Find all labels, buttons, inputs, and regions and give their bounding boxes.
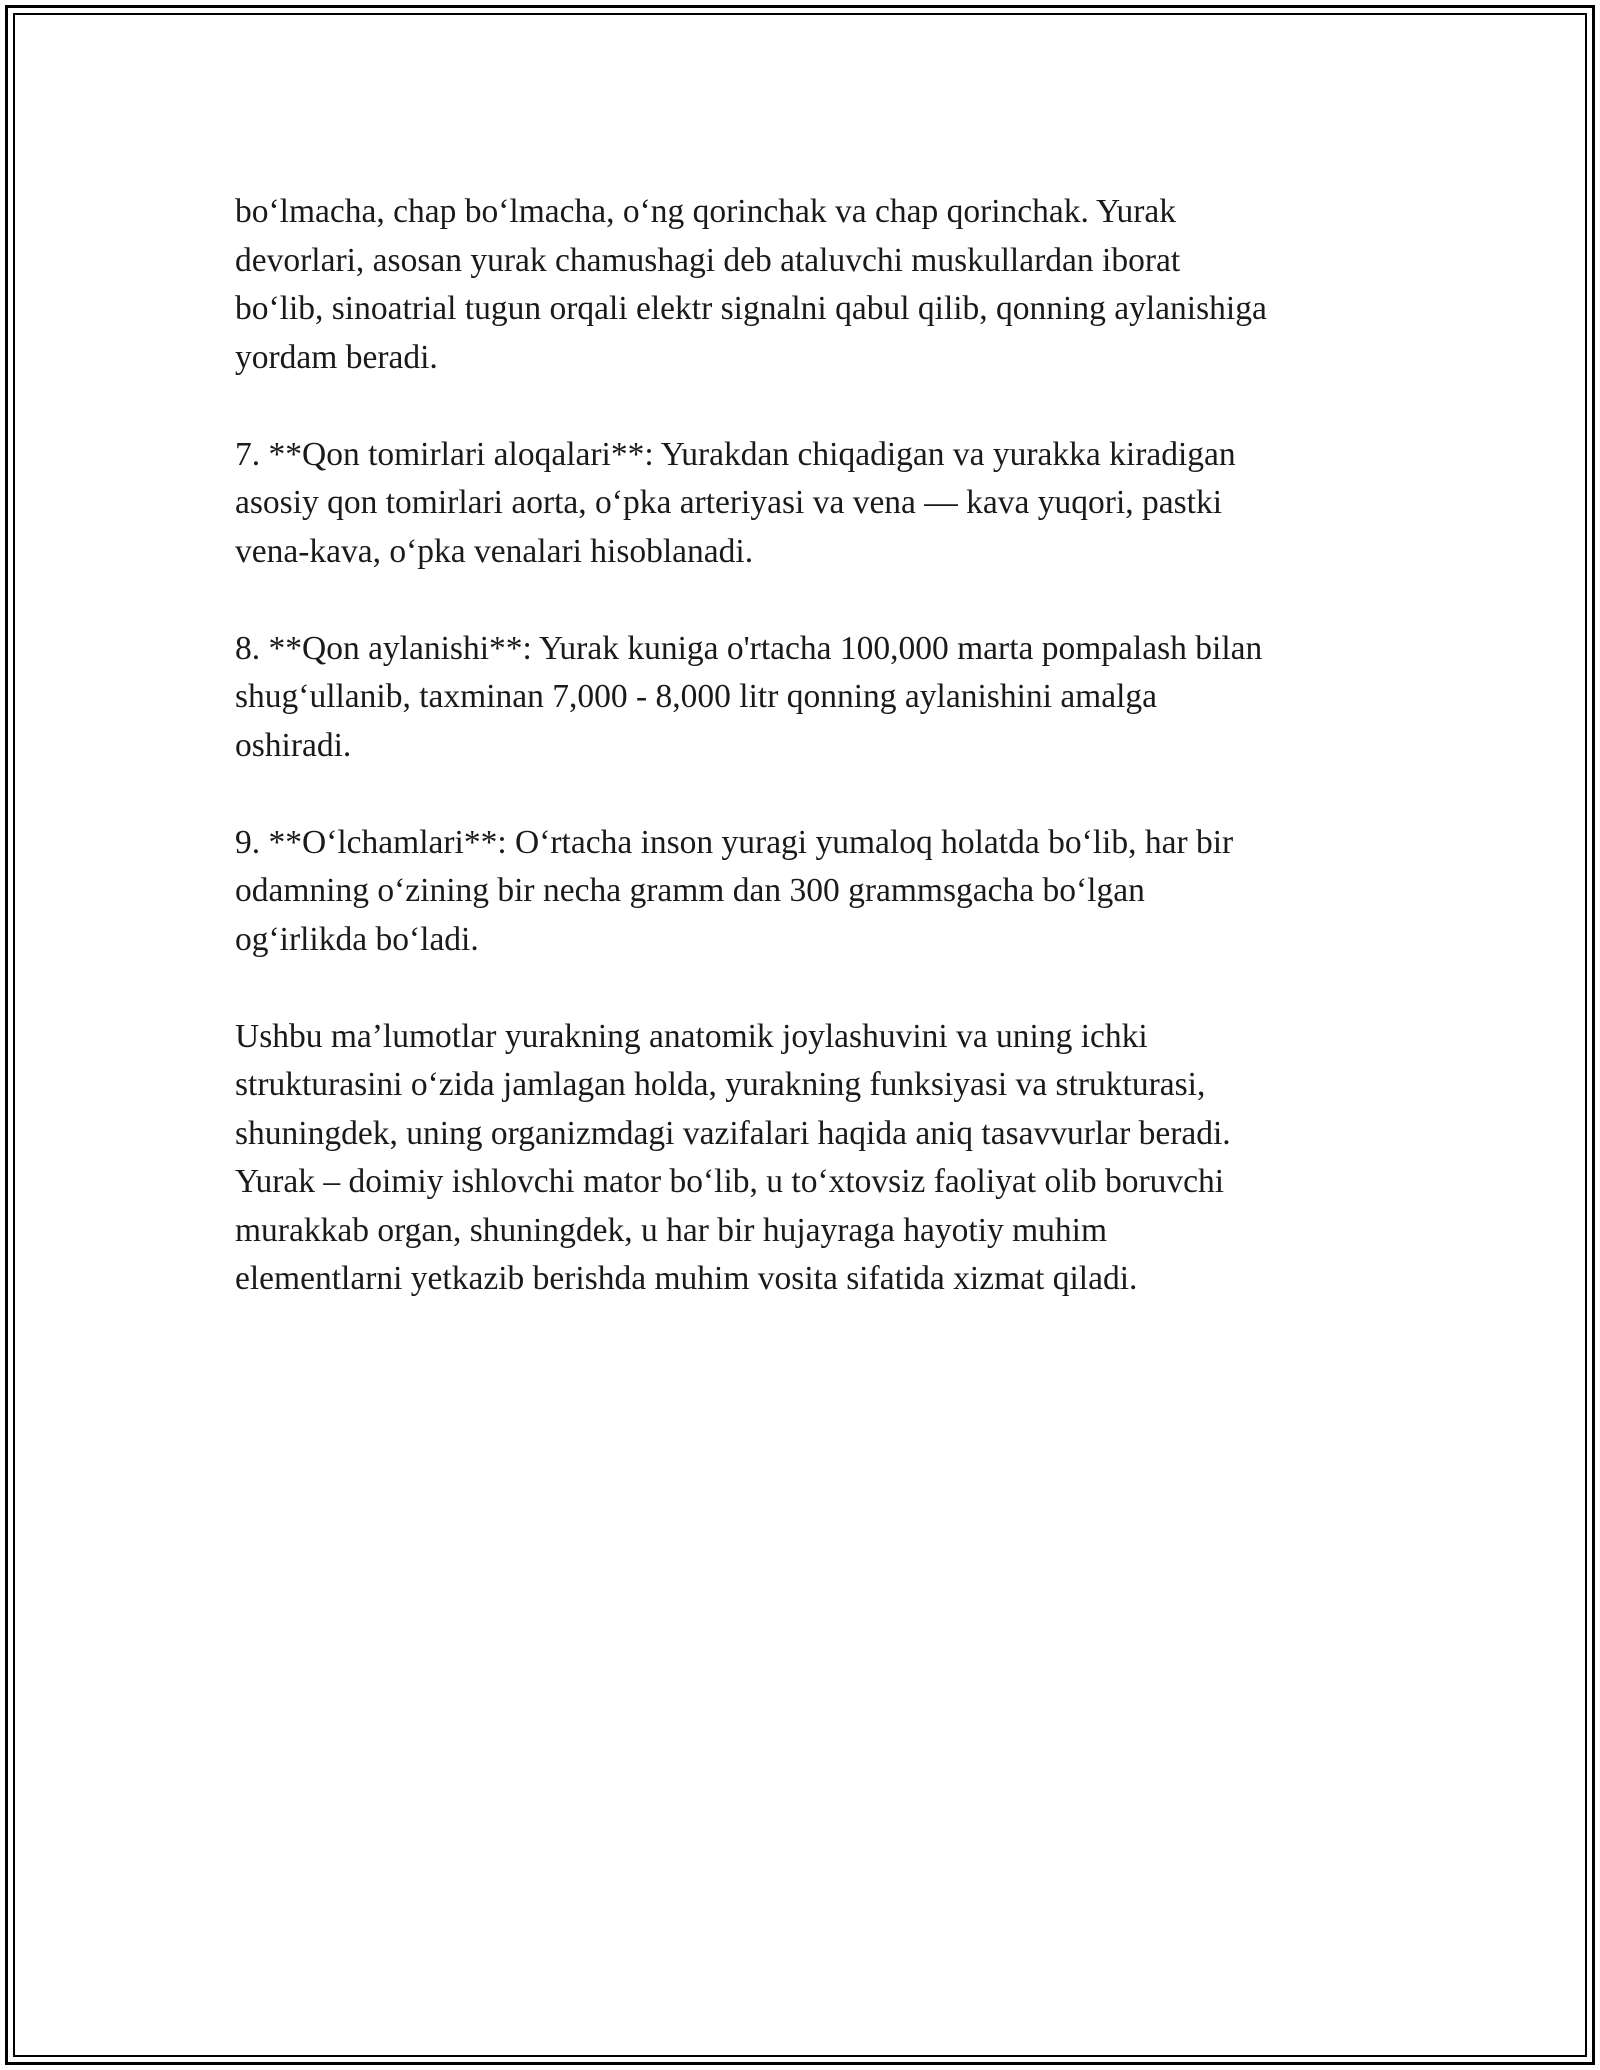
text-line: odamning o‘zining bir necha gramm dan 300 grammsgacha bo‘lgan (235, 872, 1145, 909)
text-line: yordam beradi. (235, 338, 438, 376)
text-line: Yurak – doimiy ishlovchi mator bo‘lib, u to‘xtovsiz faoliyat olib boruvchi (235, 1163, 1225, 1200)
text-line: devorlari, asosan yurak chamushagi deb ataluvchi muskullardan iborat (235, 241, 1181, 279)
text-line: 8. **Qon aylanishi**: Yurak kuniga o'rtacha 100,000 marta pompalash bilan (235, 629, 1263, 667)
text-line: elementlarni yetkazib berishda muhim vosita sifatida xizmat qiladi. (235, 1260, 1138, 1297)
paragraph-heart-walls (235, 188, 1385, 382)
text-line: murakkab organ, shuningdek, u har bir hujayraga hayotiy muhim (235, 1211, 1108, 1249)
paragraph-item-7-blood-vessels (235, 431, 1385, 577)
document-body (235, 188, 1385, 1352)
text-line: bo‘lib, sinoatrial tugun orqali elektr signalni qabul qilib, qonning aylanishiga (235, 290, 1267, 327)
text-line: vena-kava, o‘pka venalari hisoblanadi. (235, 532, 754, 570)
text-line: Ushbu ma’lumotlar yurakning anatomik joylashuvini va uning ichki (235, 1017, 1148, 1055)
paragraph-item-9-dimensions (235, 819, 1385, 965)
text-line: 7. **Qon tomirlari aloqalari**: Yurakdan chiqadigan va yurakka kiradigan (235, 435, 1236, 473)
text-line: og‘irlikda bo‘ladi. (235, 920, 479, 958)
text-line: bo‘lmacha, chap bo‘lmacha, o‘ng qorinchak va chap qorinchak. Yurak (235, 193, 1177, 230)
text-line: strukturasini o‘zida jamlagan holda, yurakning funksiyasi va strukturasi, (235, 1066, 1206, 1103)
text-line: 9. **O‘lchamlari**: O‘rtacha inson yuragi yumaloq holatda bo‘lib, har bir (235, 823, 1234, 861)
text-line: asosiy qon tomirlari aorta, o‘pka arteriyasi va vena — kava yuqori, pastki (235, 484, 1223, 521)
text-line: oshiradi. (235, 726, 352, 764)
text-line: shuningdek, uning organizmdagi vazifalari haqida aniq tasavvurlar beradi. (235, 1114, 1231, 1152)
paragraph-conclusion (235, 1013, 1385, 1304)
paragraph-item-8-circulation (235, 625, 1385, 771)
text-line: shug‘ullanib, taxminan 7,000 - 8,000 litr qonning aylanishini amalga (235, 678, 1158, 715)
